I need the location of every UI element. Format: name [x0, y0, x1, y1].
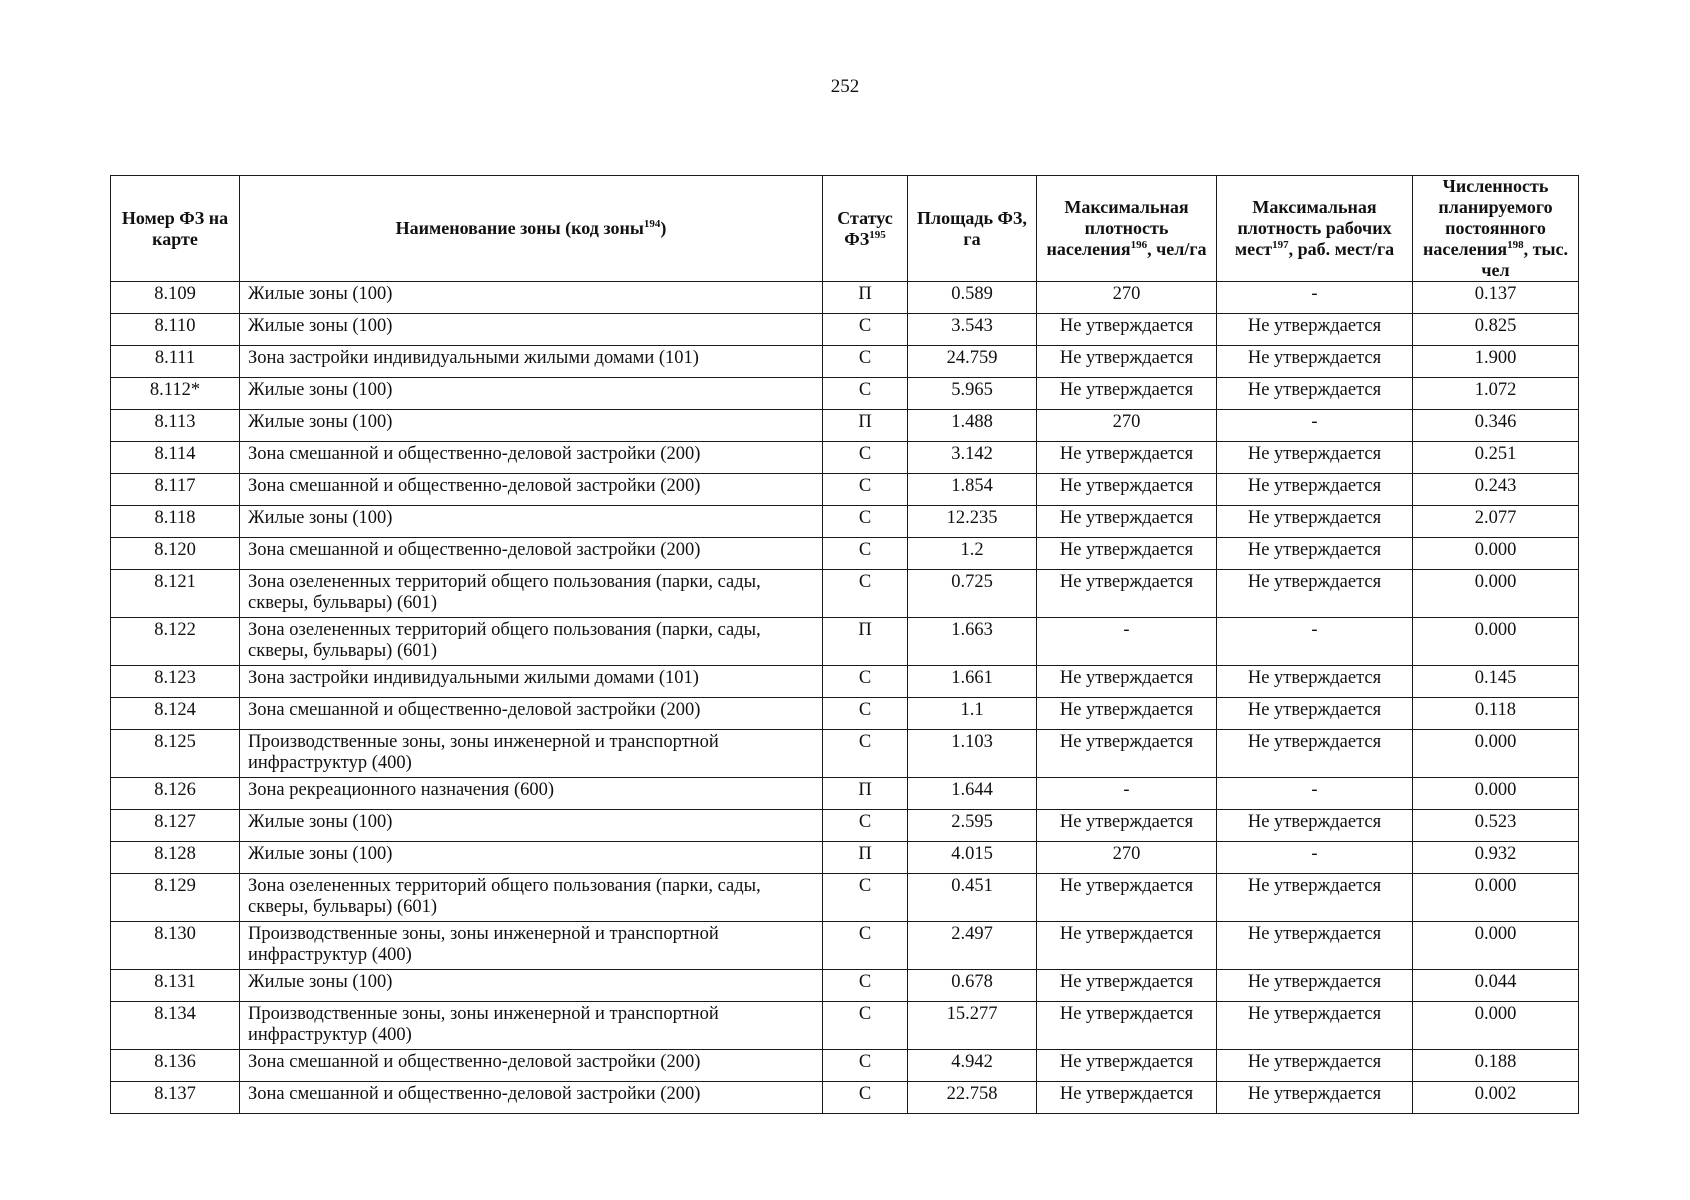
header-work-density: Максимальная плотность рабочих мест$^{197}$, раб. мест/га: [1217, 176, 1413, 282]
cell-status: С: [823, 474, 908, 506]
cell-zone-name: Зона смешанной и общественно-деловой застройки (200): [240, 1050, 823, 1082]
cell-status: П: [823, 778, 908, 810]
cell-status: С: [823, 314, 908, 346]
cell-zone-name: Зона смешанной и общественно-деловой застройки (200): [240, 442, 823, 474]
cell-population: 2.077: [1413, 506, 1579, 538]
cell-area: 12.235: [908, 506, 1037, 538]
cell-status: С: [823, 378, 908, 410]
table-row: [111, 618, 1579, 666]
cell-work-density: Не утверждается: [1217, 666, 1413, 698]
cell-status: С: [823, 698, 908, 730]
cell-pop-density: Не утверждается: [1037, 474, 1217, 506]
cell-number: 8.110: [111, 314, 240, 346]
cell-pop-density: Не утверждается: [1037, 538, 1217, 570]
cell-number: 8.113: [111, 410, 240, 442]
cell-work-density: Не утверждается: [1217, 1002, 1413, 1050]
cell-number: 8.126: [111, 778, 240, 810]
cell-work-density: -: [1217, 618, 1413, 666]
cell-work-density: Не утверждается: [1217, 570, 1413, 618]
cell-population: 0.188: [1413, 1050, 1579, 1082]
table-row: [111, 666, 1579, 698]
cell-area: 2.497: [908, 922, 1037, 970]
table-row: [111, 842, 1579, 874]
cell-status: С: [823, 874, 908, 922]
cell-pop-density: Не утверждается: [1037, 314, 1217, 346]
cell-population: 0.145: [1413, 666, 1579, 698]
cell-area: 0.678: [908, 970, 1037, 1002]
cell-zone-name: Зона рекреационного назначения (600): [240, 778, 823, 810]
table-row: [111, 314, 1579, 346]
cell-number: 8.134: [111, 1002, 240, 1050]
table-header: [111, 176, 1579, 282]
table-row: [111, 778, 1579, 810]
cell-number: 8.111: [111, 346, 240, 378]
cell-number: 8.122: [111, 618, 240, 666]
cell-area: 2.595: [908, 810, 1037, 842]
cell-area: 1.663: [908, 618, 1037, 666]
cell-pop-density: -: [1037, 778, 1217, 810]
cell-status: С: [823, 346, 908, 378]
cell-pop-density: Не утверждается: [1037, 346, 1217, 378]
cell-work-density: Не утверждается: [1217, 346, 1413, 378]
cell-zone-name: Жилые зоны (100): [240, 970, 823, 1002]
cell-area: 4.015: [908, 842, 1037, 874]
cell-population: 0.346: [1413, 410, 1579, 442]
table-row: [111, 282, 1579, 314]
cell-zone-name: Зона смешанной и общественно-деловой застройки (200): [240, 1082, 823, 1114]
cell-population: 0.932: [1413, 842, 1579, 874]
header-population: Численность планируемого постоянного населения$^{198}$, тыс. чел: [1413, 176, 1579, 282]
table-body: [111, 282, 1579, 1114]
cell-area: 1.854: [908, 474, 1037, 506]
cell-population: 0.523: [1413, 810, 1579, 842]
table-row: [111, 730, 1579, 778]
cell-pop-density: Не утверждается: [1037, 922, 1217, 970]
cell-zone-name: Производственные зоны, зоны инженерной и транспортной инфраструктур (400): [240, 1002, 823, 1050]
cell-zone-name: Жилые зоны (100): [240, 410, 823, 442]
cell-status: П: [823, 410, 908, 442]
header-pop-density: Максимальная плотность населения$^{196}$, чел/га: [1037, 176, 1217, 282]
header-area: Площадь ФЗ, га: [908, 176, 1037, 282]
cell-area: 0.451: [908, 874, 1037, 922]
cell-zone-name: Производственные зоны, зоны инженерной и транспортной инфраструктур (400): [240, 922, 823, 970]
cell-work-density: Не утверждается: [1217, 442, 1413, 474]
cell-pop-density: Не утверждается: [1037, 1082, 1217, 1114]
cell-population: 0.118: [1413, 698, 1579, 730]
cell-status: С: [823, 1082, 908, 1114]
cell-area: 1.661: [908, 666, 1037, 698]
cell-number: 8.121: [111, 570, 240, 618]
cell-pop-density: Не утверждается: [1037, 1050, 1217, 1082]
cell-work-density: Не утверждается: [1217, 874, 1413, 922]
cell-population: 0.825: [1413, 314, 1579, 346]
cell-work-density: Не утверждается: [1217, 810, 1413, 842]
table-row: [111, 1002, 1579, 1050]
cell-area: 5.965: [908, 378, 1037, 410]
cell-population: 0.000: [1413, 730, 1579, 778]
page-number: 252: [830, 76, 860, 97]
header-status: Статус ФЗ$^{195}$: [823, 176, 908, 282]
table-row: [111, 346, 1579, 378]
cell-population: 0.251: [1413, 442, 1579, 474]
cell-population: 0.000: [1413, 778, 1579, 810]
cell-number: 8.120: [111, 538, 240, 570]
cell-work-density: Не утверждается: [1217, 698, 1413, 730]
cell-status: С: [823, 730, 908, 778]
cell-zone-name: Производственные зоны, зоны инженерной и транспортной инфраструктур (400): [240, 730, 823, 778]
table-row: [111, 410, 1579, 442]
table-row: [111, 442, 1579, 474]
cell-status: С: [823, 1002, 908, 1050]
cell-work-density: -: [1217, 842, 1413, 874]
cell-number: 8.118: [111, 506, 240, 538]
cell-number: 8.130: [111, 922, 240, 970]
cell-population: 0.000: [1413, 570, 1579, 618]
cell-area: 0.589: [908, 282, 1037, 314]
table-row: [111, 1050, 1579, 1082]
cell-pop-density: Не утверждается: [1037, 970, 1217, 1002]
cell-work-density: Не утверждается: [1217, 1082, 1413, 1114]
table-row: [111, 378, 1579, 410]
cell-number: 8.109: [111, 282, 240, 314]
cell-work-density: Не утверждается: [1217, 538, 1413, 570]
cell-work-density: Не утверждается: [1217, 378, 1413, 410]
cell-area: 4.942: [908, 1050, 1037, 1082]
cell-status: С: [823, 922, 908, 970]
cell-number: 8.125: [111, 730, 240, 778]
table-row: [111, 1082, 1579, 1114]
cell-zone-name: Жилые зоны (100): [240, 314, 823, 346]
cell-pop-density: Не утверждается: [1037, 666, 1217, 698]
cell-area: 1.1: [908, 698, 1037, 730]
table-row: [111, 970, 1579, 1002]
cell-work-density: Не утверждается: [1217, 730, 1413, 778]
cell-number: 8.129: [111, 874, 240, 922]
cell-area: 1.644: [908, 778, 1037, 810]
cell-zone-name: Жилые зоны (100): [240, 378, 823, 410]
cell-area: 1.488: [908, 410, 1037, 442]
cell-area: 15.277: [908, 1002, 1037, 1050]
header-name: Наименование зоны (код зоны$^{194}$): [240, 176, 823, 282]
header-number: Номер ФЗ на карте: [111, 176, 240, 282]
cell-area: 24.759: [908, 346, 1037, 378]
cell-area: 22.758: [908, 1082, 1037, 1114]
cell-population: 0.000: [1413, 922, 1579, 970]
cell-pop-density: Не утверждается: [1037, 506, 1217, 538]
table-row: [111, 570, 1579, 618]
cell-zone-name: Зона озелененных территорий общего пользования (парки, сады, скверы, бульвары) (601): [240, 618, 823, 666]
cell-area: 1.2: [908, 538, 1037, 570]
cell-status: С: [823, 1050, 908, 1082]
cell-zone-name: Жилые зоны (100): [240, 842, 823, 874]
cell-work-density: Не утверждается: [1217, 506, 1413, 538]
cell-status: С: [823, 570, 908, 618]
cell-number: 8.114: [111, 442, 240, 474]
cell-number: 8.112*: [111, 378, 240, 410]
cell-number: 8.131: [111, 970, 240, 1002]
cell-status: С: [823, 970, 908, 1002]
cell-area: 3.142: [908, 442, 1037, 474]
cell-status: П: [823, 618, 908, 666]
cell-zone-name: Зона смешанной и общественно-деловой застройки (200): [240, 698, 823, 730]
cell-population: 1.900: [1413, 346, 1579, 378]
table-row: [111, 506, 1579, 538]
zones-table: [110, 175, 1579, 1114]
cell-zone-name: Зона озелененных территорий общего пользования (парки, сады, скверы, бульвары) (601): [240, 570, 823, 618]
table-row: [111, 810, 1579, 842]
cell-zone-name: Зона смешанной и общественно-деловой застройки (200): [240, 538, 823, 570]
cell-pop-density: Не утверждается: [1037, 442, 1217, 474]
cell-zone-name: Зона озелененных территорий общего пользования (парки, сады, скверы, бульвары) (601): [240, 874, 823, 922]
cell-status: С: [823, 538, 908, 570]
cell-zone-name: Зона смешанной и общественно-деловой застройки (200): [240, 474, 823, 506]
cell-number: 8.117: [111, 474, 240, 506]
cell-pop-density: Не утверждается: [1037, 874, 1217, 922]
cell-status: С: [823, 666, 908, 698]
cell-number: 8.137: [111, 1082, 240, 1114]
cell-pop-density: Не утверждается: [1037, 698, 1217, 730]
cell-work-density: -: [1217, 410, 1413, 442]
cell-population: 0.002: [1413, 1082, 1579, 1114]
cell-population: 0.000: [1413, 618, 1579, 666]
cell-pop-density: Не утверждается: [1037, 1002, 1217, 1050]
cell-population: 0.000: [1413, 538, 1579, 570]
cell-pop-density: Не утверждается: [1037, 810, 1217, 842]
cell-work-density: Не утверждается: [1217, 922, 1413, 970]
cell-zone-name: Жилые зоны (100): [240, 282, 823, 314]
cell-pop-density: Не утверждается: [1037, 570, 1217, 618]
cell-work-density: -: [1217, 282, 1413, 314]
cell-zone-name: Жилые зоны (100): [240, 810, 823, 842]
cell-area: 3.543: [908, 314, 1037, 346]
cell-number: 8.128: [111, 842, 240, 874]
cell-status: С: [823, 810, 908, 842]
table-row: [111, 474, 1579, 506]
cell-population: 0.243: [1413, 474, 1579, 506]
table-row: [111, 874, 1579, 922]
cell-area: 0.725: [908, 570, 1037, 618]
table-row: [111, 698, 1579, 730]
header-row: [111, 176, 1579, 282]
cell-work-density: -: [1217, 778, 1413, 810]
cell-population: 0.000: [1413, 874, 1579, 922]
cell-population: 0.044: [1413, 970, 1579, 1002]
cell-pop-density: -: [1037, 618, 1217, 666]
cell-number: 8.136: [111, 1050, 240, 1082]
cell-status: П: [823, 842, 908, 874]
cell-pop-density: Не утверждается: [1037, 730, 1217, 778]
cell-pop-density: 270: [1037, 410, 1217, 442]
table-row: [111, 922, 1579, 970]
cell-population: 0.137: [1413, 282, 1579, 314]
cell-work-density: Не утверждается: [1217, 314, 1413, 346]
cell-work-density: Не утверждается: [1217, 474, 1413, 506]
cell-zone-name: Зона застройки индивидуальными жилыми домами (101): [240, 346, 823, 378]
cell-area: 1.103: [908, 730, 1037, 778]
cell-work-density: Не утверждается: [1217, 1050, 1413, 1082]
cell-pop-density: Не утверждается: [1037, 378, 1217, 410]
cell-number: 8.124: [111, 698, 240, 730]
cell-pop-density: 270: [1037, 842, 1217, 874]
cell-number: 8.123: [111, 666, 240, 698]
cell-population: 1.072: [1413, 378, 1579, 410]
cell-population: 0.000: [1413, 1002, 1579, 1050]
cell-zone-name: Жилые зоны (100): [240, 506, 823, 538]
cell-status: С: [823, 506, 908, 538]
table-row: [111, 538, 1579, 570]
cell-number: 8.127: [111, 810, 240, 842]
cell-status: П: [823, 282, 908, 314]
cell-pop-density: 270: [1037, 282, 1217, 314]
cell-zone-name: Зона застройки индивидуальными жилыми домами (101): [240, 666, 823, 698]
cell-status: С: [823, 442, 908, 474]
cell-work-density: Не утверждается: [1217, 970, 1413, 1002]
